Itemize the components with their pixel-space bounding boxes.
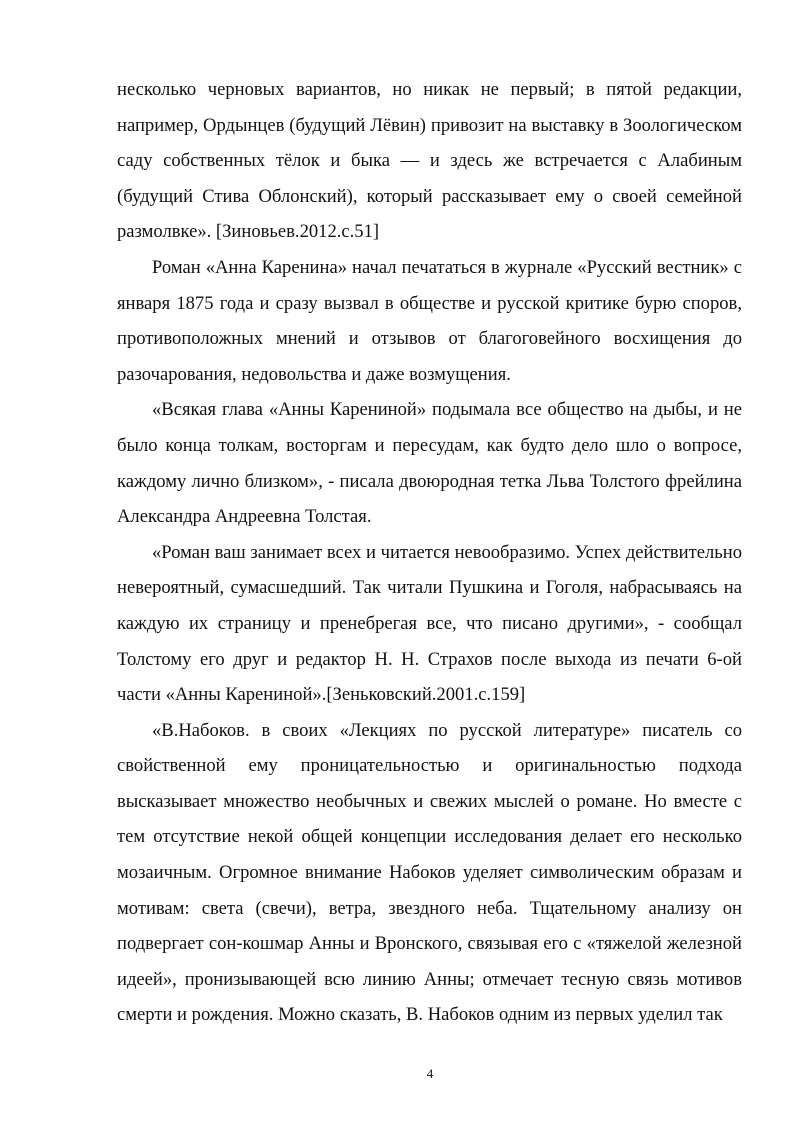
document-body xyxy=(117,72,742,1033)
paragraph-continuation: несколько черновых вариантов, но никак не первый; в пятой редакции, например, Ордынцев (будущий Лёвин) привозит на выставку в Зоологическом саду собственных тёлок и быка — и здесь же встречается с Алабиным (будущий Стива Облонский), который рассказывает ему о своей семейной размолвке». [Зиновьев.2012.с.51] xyxy=(117,79,742,243)
paragraph-nabokov-lectures: «В.Набоков. в своих «Лекциях по русской литературе» писатель со свойственной ему проницательностью и оригинальностью подхода высказывает множество необычных и свежих мыслей о романе. Но вместе с тем отсутствие некой общей концепции исследования делает его несколько мозаичным. Огромное внимание Набоков уделяет символическим образам и мотивам: света (свечи), ветра, звездного неба. Тщательному анализу он подвергает сон-кошмар Анны и Вронского, связывая его с «тяжелой железной идеей», пронизывающей всю линию Анны; отмечает тесную связь мотивов смерти и рождения. Можно сказать, В. Набоков одним из первых уделил так xyxy=(117,719,742,1026)
paragraph-tolstaya-quote: «Всякая глава «Анны Карениной» подымала все общество на дыбы, и не было конца толкам, восторгам и пересудам, как будто дело шло о вопросе, каждому лично близком», - писала двоюродная тетка Льва Толстого фрейлина Александра Андреевна Толстая. xyxy=(117,399,742,528)
page-number: 4 xyxy=(426,1066,434,1081)
paragraph-strakhov-quote: «Роман ваш занимает всех и читается невообразимо. Успех действительно невероятный, сумасшедший. Так читали Пушкина и Гоголя, набрасываясь на каждую их страницу и пренебрегая все, что писано другими», - сообщал Толстому его друг и редактор Н. Н. Страхов после выхода из печати 6-ой части «Анны Карениной».[Зеньковский.2001.с.159] xyxy=(117,541,742,706)
paragraph-novel-publication: Роман «Анна Каренина» начал печататься в журнале «Русский вестник» с января 1875 года и сразу вызвал в обществе и русской критике бурю споров, противоположных мнений и отзывов от благоговейного восхищения до разочарования, недовольства и даже возмущения. xyxy=(117,256,742,385)
